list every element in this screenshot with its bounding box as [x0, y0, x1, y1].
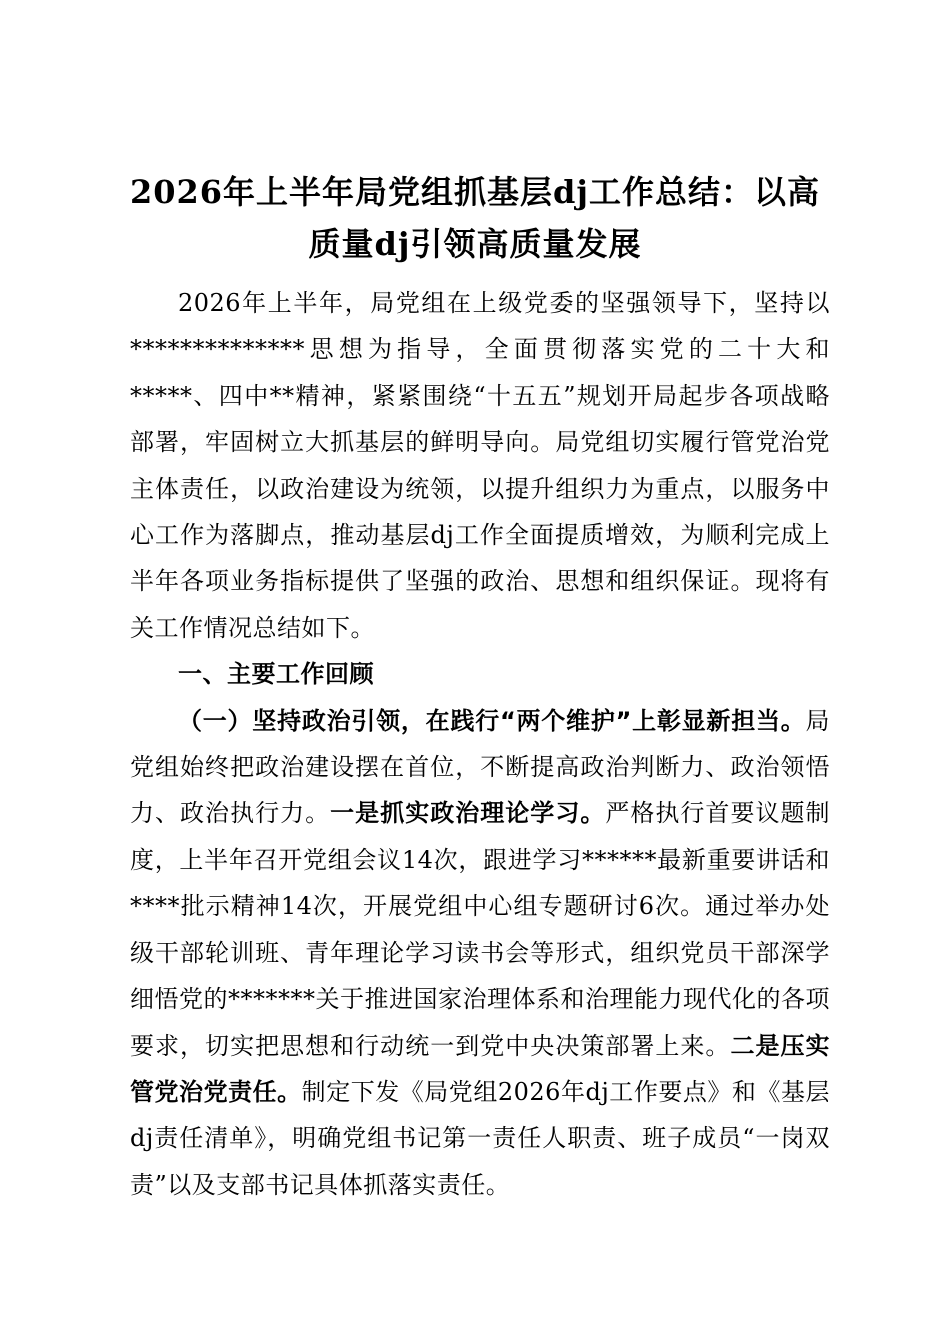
subsection-text: 局党组始终把政治建设摆在首位，不断提高政治判断力、政治领悟力、政治执行力。 — [130, 706, 830, 828]
point-two-text: 制定下发《局党组2026年dj工作要点》和《基层dj责任清单》，明确党组书记第一责任人职责、班子成员“一岗双责”以及支部书记具体抓落实责任。 — [130, 1077, 830, 1199]
point-one-label: 一是抓实政治理论学习。 — [330, 799, 606, 828]
subsection-paragraph — [130, 698, 830, 1208]
intro-paragraph: 2026年上半年，局党组在上级党委的坚强领导下，坚持以**************思想为指导，全面贯彻落实党的二十大和*****、四中**精神，紧紧围绕“十五五”规划开局起步各项战略部署，牢固树立大抓基层的鲜明导向。局党组切实履行管党治党主体责任，以政治建设为统领，以提升组织力为重点，以服务中心工作为落脚点，推动基层dj工作全面提质增效，为顺利完成上半年各项业务指标提供了坚强的政治、思想和组织保证。现将有关工作情况总结如下。 — [130, 289, 830, 642]
point-one-text: 严格执行首要议题制度，上半年召开党组会议14次，跟进学习******最新重要讲话和****批示精神14次，开展党组中心组专题研讨6次。通过举办处级干部轮训班、青年理论学习读书会等形式，组织党员干部深学细悟党的*******关于推进国家治理体系和治理能力现代化的各项要求，切实把思想和行动统一到党中央决策部署上来。 — [130, 799, 831, 1060]
document-title: 2026年上半年局党组抓基层dj工作总结：以高质量dj引领高质量发展 — [129, 173, 821, 263]
document-body — [130, 280, 830, 1208]
subsection-lead: （一）坚持政治引领，在践行“两个维护”上彰显新担当。 — [178, 706, 806, 735]
section-heading: 一、主要工作回顾 — [178, 660, 374, 689]
point-two-label: 二是压实管党治党责任。 — [130, 1031, 831, 1106]
